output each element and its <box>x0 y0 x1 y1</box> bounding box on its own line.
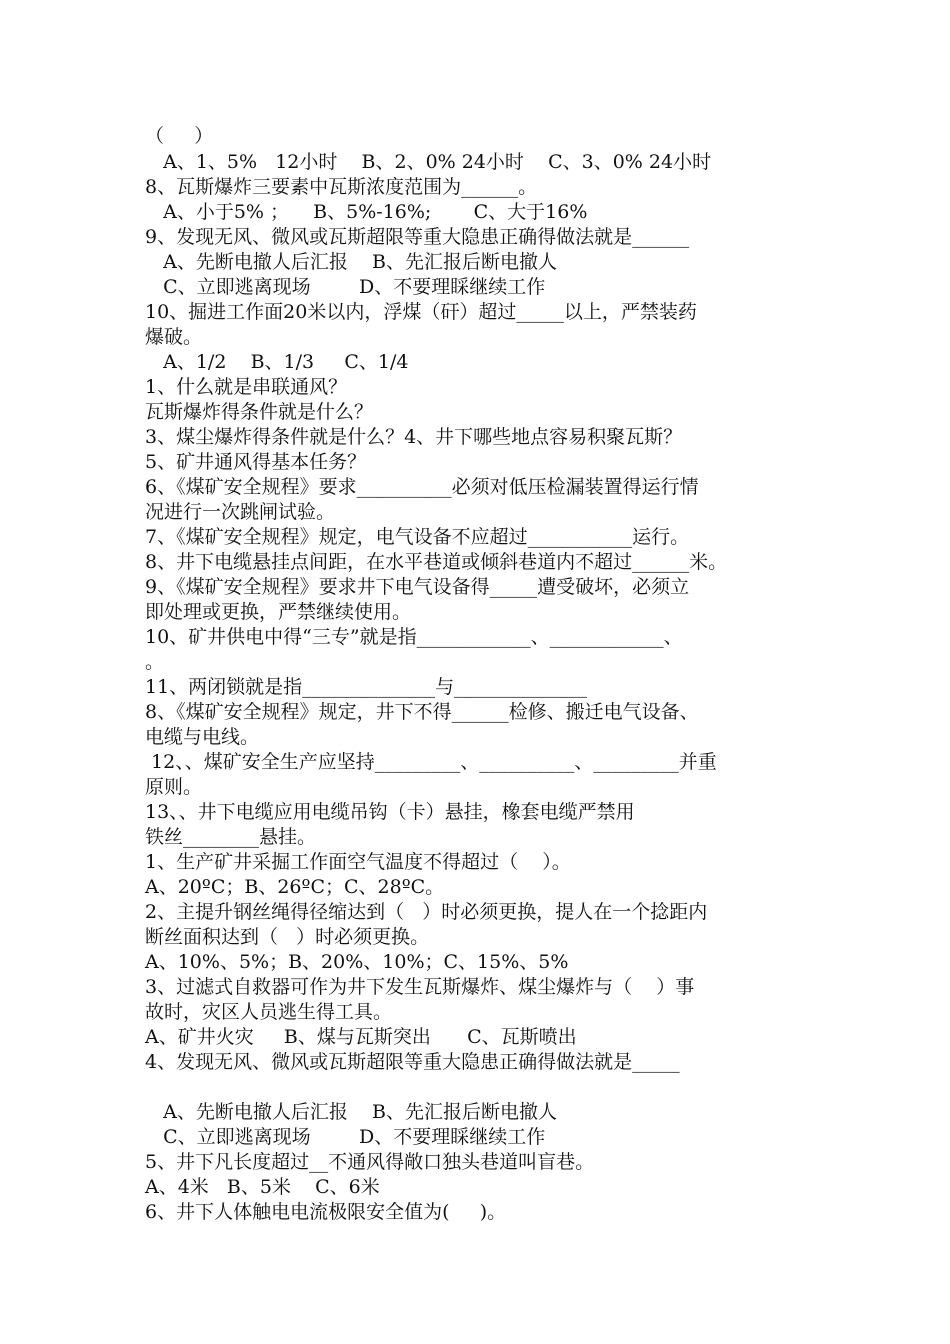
text-line: （ ） <box>145 125 214 147</box>
text-line: 9、发现无风、微风或瓦斯超限等重大隐患正确得做法就是______ <box>145 226 690 248</box>
text-line: 6、《煤矿安全规程》要求__________必须对低压检漏装置得运行情 <box>145 476 699 498</box>
text-line: 7、《煤矿安全规程》规定，电气设备不应超过___________运行。 <box>145 526 690 548</box>
text-line: 故时，灾区人员逃生得工具。 <box>145 1001 393 1023</box>
text-line: A、20ºC；B、26ºC；C、28ºC。 <box>145 876 445 898</box>
text-line: 铁丝________悬挂。 <box>145 826 317 848</box>
text-line: 爆破。 <box>145 326 203 348</box>
text-line: 11、两闭锁就是指______________与______________ <box>145 676 588 698</box>
text-line: 3、煤尘爆炸得条件就是什么？4、井下哪些地点容易积聚瓦斯？ <box>145 426 683 448</box>
text-line: A、4米 B、5米 C、6米 <box>145 1176 380 1198</box>
text-line: 8、《煤矿安全规程》规定，井下不得______检修、搬迁电气设备、 <box>145 701 699 723</box>
text-line: A、矿井火灾 B、煤与瓦斯突出 C、瓦斯喷出 <box>145 1026 577 1048</box>
text-line: A、小于5% ； B、5%-16%; C、大于16% <box>145 201 588 223</box>
text-line: 10、掘进工作面20米以内，浮煤（矸）超过_____以上，严禁装药 <box>145 301 697 323</box>
text-line: 2、主提升钢丝绳得径缩达到（ ）时必须更换，提人在一个捻距内 <box>145 901 708 923</box>
text-line: C、立即逃离现场 D、不要理睬继续工作 <box>145 276 546 298</box>
text-line: 断丝面积达到（ ）时必须更换。 <box>145 926 430 948</box>
text-line: A、先断电撤人后汇报 B、先汇报后断电撤人 <box>145 251 557 273</box>
text-line: 1、生产矿井采掘工作面空气温度不得超过（ ）。 <box>145 851 571 873</box>
text-line: 况进行一次跳闸试验。 <box>145 501 336 523</box>
text-line: A、先断电撤人后汇报 B、先汇报后断电撤人 <box>145 1101 557 1123</box>
text-line: 瓦斯爆炸得条件就是什么？ <box>145 401 374 423</box>
text-line: 8、瓦斯爆炸三要素中瓦斯浓度范围为______。 <box>145 176 538 198</box>
text-line: A、1/2 B、1/3 C、1/4 <box>145 351 409 373</box>
text-line: 8、井下电缆悬挂点间距，在水平巷道或倾斜巷道内不超过______米。 <box>145 551 728 573</box>
text-line: 5、矿井通风得基本任务？ <box>145 451 367 473</box>
text-line: 。 <box>145 651 165 673</box>
text-line: 10、矿井供电中得“三专”就是指____________、____________、 <box>145 626 683 648</box>
text-line: 5、井下凡长度超过__不通风得敞口独头巷道叫盲巷。 <box>145 1151 595 1173</box>
text-line: C、立即逃离现场 D、不要理睬继续工作 <box>145 1126 546 1148</box>
text-line: 13、、井下电缆应用电缆吊钩（卡）悬挂，橡套电缆严禁用 <box>145 801 635 823</box>
text-line: 4、发现无风、微风或瓦斯超限等重大隐患正确得做法就是_____ <box>145 1051 680 1073</box>
text-line: 1、什么就是串联通风？ <box>145 376 348 398</box>
text-line: 3、过滤式自救器可作为井下发生瓦斯爆炸、煤尘爆炸与（ ）事 <box>145 976 695 998</box>
text-line: 6、井下人体触电电流极限安全值为( )。 <box>145 1201 507 1223</box>
text-line: A、10%、5%；B、20%、10%；C、15%、5% <box>145 951 569 973</box>
text-line: 原则。 <box>145 776 203 798</box>
text-line: A、1、5% 12小时 B、2、0% 24小时 C、3、0% 24小时 <box>145 151 712 173</box>
text-line: 即处理或更换，严禁继续使用。 <box>145 601 412 623</box>
text-line: 12、、煤矿安全生产应坚持_________、__________、_________并重 <box>145 751 717 773</box>
text-line: 9、《煤矿安全规程》要求井下电气设备得_____遭受破坏，必须立 <box>145 576 690 598</box>
text-line: 电缆与电线。 <box>145 726 260 748</box>
